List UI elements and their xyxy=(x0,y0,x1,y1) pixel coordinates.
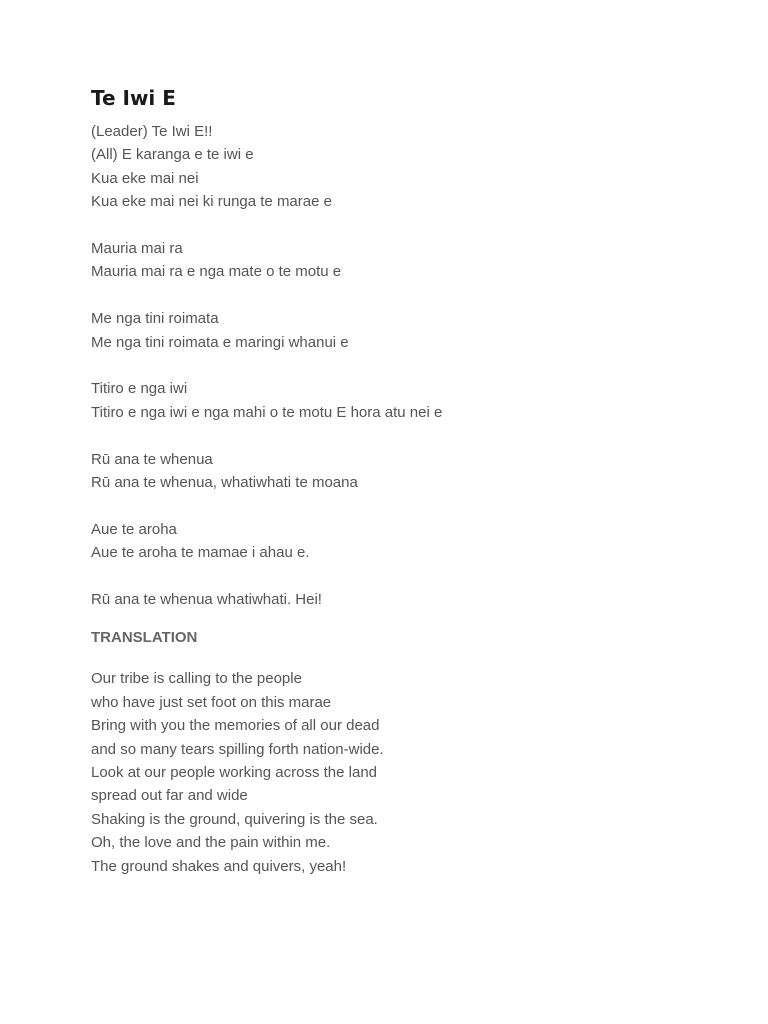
translation-line: Shaking is the ground, quivering is the sea. xyxy=(91,810,378,828)
lyric-line: Rū ana te whenua whatiwhati. Hei! xyxy=(91,591,322,609)
lyric-line: Me nga tini roimata e maringi whanui e xyxy=(91,333,349,351)
lyrics xyxy=(91,120,711,611)
stanza xyxy=(91,120,711,214)
stanza xyxy=(91,448,711,495)
lyric-line: Kua eke mai nei xyxy=(91,169,199,187)
song-title: Te Iwi E xyxy=(91,86,176,110)
translation-line: The ground shakes and quivers, yeah! xyxy=(91,857,347,875)
lyric-line: (All) E karanga e te iwi e xyxy=(91,146,254,164)
stanza xyxy=(91,518,711,565)
translation xyxy=(91,667,711,878)
translation-line: Oh, the love and the pain within me. xyxy=(91,834,331,852)
document-page xyxy=(91,84,711,878)
translation-line: Our tribe is calling to the people xyxy=(91,670,302,688)
lyric-line: Mauria mai ra xyxy=(91,240,183,258)
translation-heading: TRANSLATION xyxy=(91,629,198,647)
translation-line: Look at our people working across the land xyxy=(91,764,378,782)
stanza xyxy=(91,307,711,354)
translation-line: spread out far and wide xyxy=(91,787,248,805)
lyric-line: Titiro e nga iwi xyxy=(91,380,188,398)
lyric-line: Me nga tini roimata xyxy=(91,310,219,328)
lyric-line: Mauria mai ra e nga mate o te motu e xyxy=(91,263,342,281)
lyric-line: Aue te aroha xyxy=(91,520,177,538)
lyric-line: (Leader) Te Iwi E!! xyxy=(91,123,213,140)
lyric-line: Titiro e nga iwi e nga mahi o te motu E hora atu nei e xyxy=(91,403,443,421)
translation-line: Bring with you the memories of all our dead xyxy=(91,717,380,735)
lyric-line: Aue te aroha te mamae i ahau e. xyxy=(91,544,310,562)
translation-line: and so many tears spilling forth nation-wide. xyxy=(91,740,384,758)
lyric-line: Rū ana te whenua xyxy=(91,450,213,468)
stanza xyxy=(91,377,711,424)
stanza xyxy=(91,588,711,611)
lyric-line: Rū ana te whenua, whatiwhati te moana xyxy=(91,474,358,492)
lyric-line: Kua eke mai nei ki runga te marae e xyxy=(91,193,332,211)
stanza xyxy=(91,237,711,284)
translation-line: who have just set foot on this marae xyxy=(91,693,332,711)
